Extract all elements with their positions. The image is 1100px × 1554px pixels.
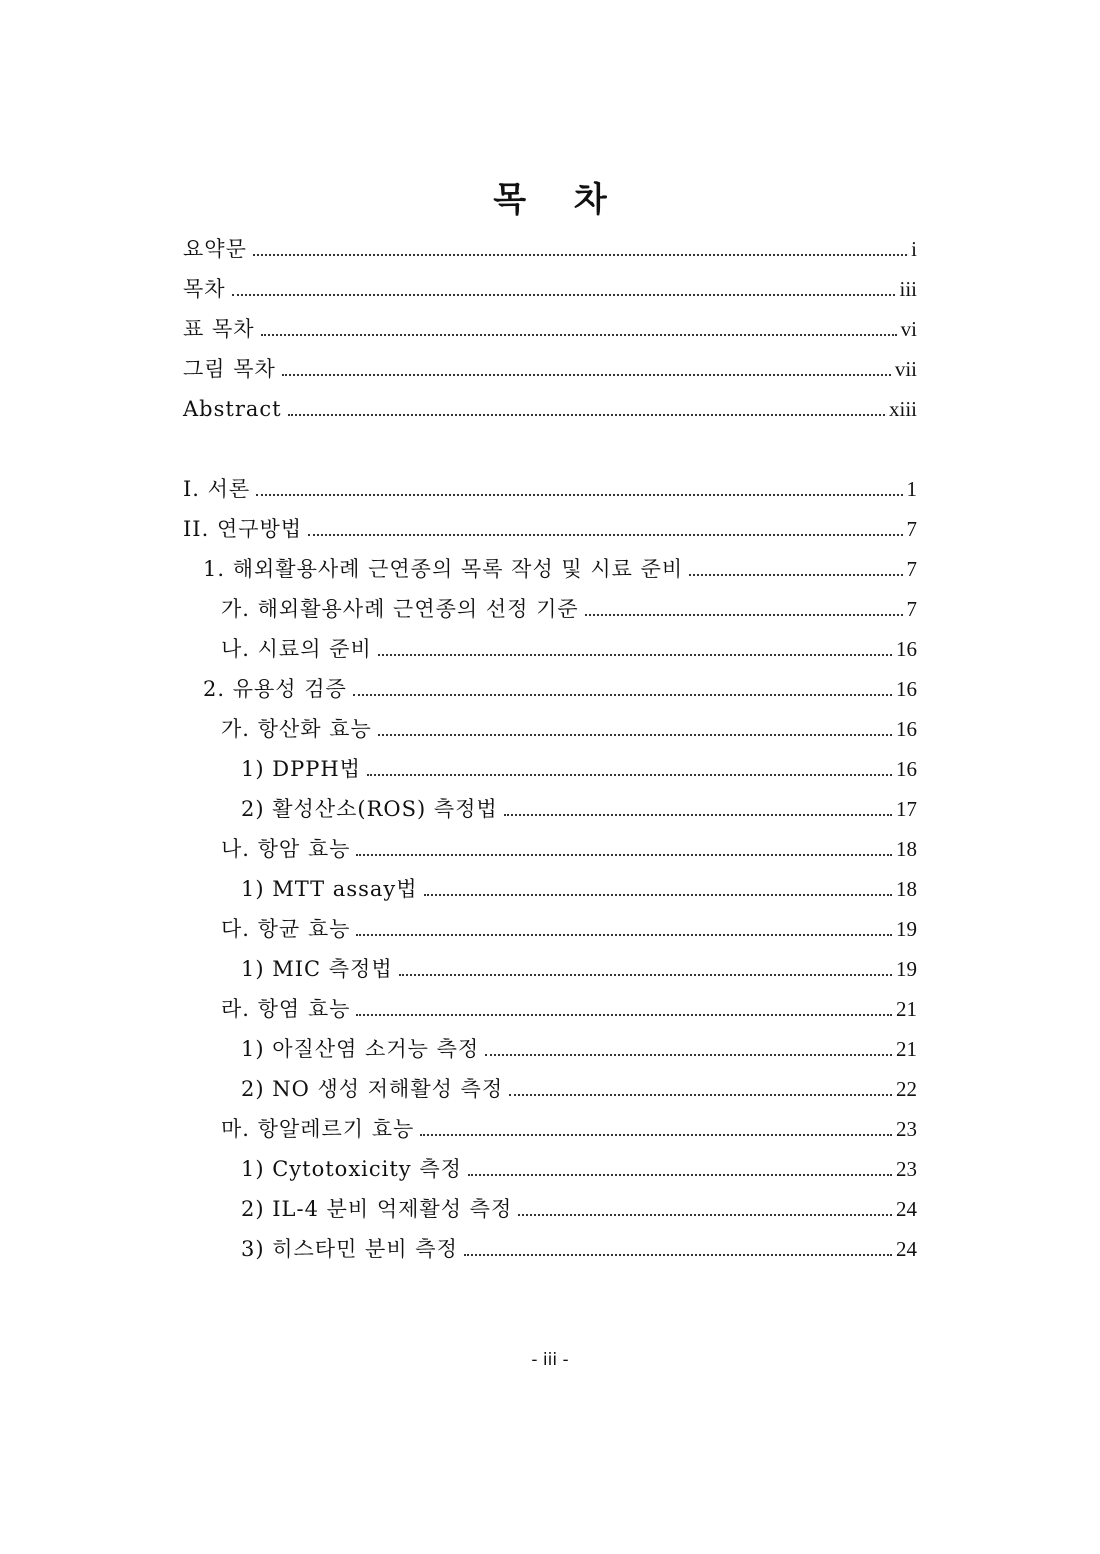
toc-entry-page: 17 [896, 797, 917, 821]
leader-dots [509, 1094, 892, 1096]
toc-entry-page: 22 [896, 1077, 917, 1101]
toc-entry-label: II. 연구방법 [183, 517, 303, 541]
toc-entry[interactable] [183, 462, 917, 502]
toc-entry-label: 라. 항염 효능 [221, 997, 351, 1021]
toc-entry-label: 나. 항암 효능 [221, 837, 351, 861]
toc-entry-label: 2. 유용성 검증 [203, 677, 347, 701]
leader-dots [256, 494, 902, 496]
toc-entry[interactable] [241, 1182, 917, 1222]
page-number: - iii - [531, 1350, 569, 1370]
toc-entry[interactable] [241, 1222, 917, 1262]
toc-entry-page: 16 [896, 677, 917, 701]
leader-dots [424, 894, 892, 896]
toc-entry[interactable] [221, 622, 917, 662]
toc-entry[interactable] [221, 702, 917, 742]
toc-entry-label: 다. 항균 효능 [221, 917, 351, 941]
leader-dots [367, 774, 892, 776]
toc-entry[interactable] [221, 902, 917, 942]
leader-dots [378, 734, 892, 736]
toc-entry-page: i [911, 237, 917, 261]
toc-entry-label: 가. 해외활용사례 근연종의 선정 기준 [221, 597, 579, 621]
toc-entry-page: 16 [896, 717, 917, 741]
toc-entry-page: 16 [896, 637, 917, 661]
toc-entry-page: vi [900, 317, 917, 341]
leader-dots [232, 294, 896, 296]
toc-entry[interactable] [241, 742, 917, 782]
toc-entry[interactable] [241, 862, 917, 902]
toc-entry-page: 7 [906, 597, 917, 621]
toc-entry-label: 가. 항산화 효능 [221, 717, 372, 741]
toc-entry[interactable] [241, 1062, 917, 1102]
toc-entry-page: 24 [896, 1197, 917, 1221]
toc-entry[interactable] [241, 942, 917, 982]
leader-dots [356, 1014, 892, 1016]
toc-entry[interactable] [183, 502, 917, 542]
toc-entry[interactable] [241, 1022, 917, 1062]
leader-dots [356, 854, 892, 856]
toc-entry-label: 마. 항알레르기 효능 [221, 1117, 415, 1141]
toc-entry-label: 1) Cytotoxicity 측정 [241, 1157, 462, 1181]
toc-entry-label: 그림 목차 [183, 357, 276, 381]
toc-entry[interactable] [221, 982, 917, 1022]
toc-entry-label: 1) 아질산염 소거능 측정 [241, 1037, 480, 1061]
leader-dots [585, 614, 903, 616]
leader-dots [378, 654, 892, 656]
toc-entry-page: 21 [896, 1037, 917, 1061]
leader-dots [356, 934, 892, 936]
leader-dots [399, 974, 892, 976]
toc-entry[interactable] [203, 542, 917, 582]
toc-entry-label: 2) NO 생성 저해활성 측정 [241, 1077, 504, 1101]
leader-dots [485, 1054, 892, 1056]
toc-entry[interactable] [241, 782, 917, 822]
toc-entry[interactable] [203, 662, 917, 702]
toc-entry-label: 1) MIC 측정법 [241, 957, 393, 981]
page-title: 목 차 [493, 180, 625, 220]
leader-dots [288, 414, 885, 416]
toc-entry[interactable] [221, 582, 917, 622]
toc-entry-abstract[interactable] [183, 382, 917, 422]
leader-dots [261, 334, 897, 336]
leader-dots [353, 694, 892, 696]
toc-entry-page: 23 [896, 1157, 917, 1181]
toc-entry-label: 1) MTT assay법 [241, 877, 418, 901]
leader-dots [420, 1134, 892, 1136]
leader-dots [468, 1174, 892, 1176]
toc-entry-page: 18 [896, 837, 917, 861]
toc-entry[interactable] [241, 1142, 917, 1182]
leader-dots [308, 534, 902, 536]
toc-entry-page: iii [899, 277, 917, 301]
leader-dots [464, 1254, 892, 1256]
toc-entry-table-list[interactable] [183, 302, 917, 342]
toc-entry-page: 7 [906, 517, 917, 541]
leader-dots [689, 574, 902, 576]
toc-entry-contents[interactable] [183, 262, 917, 302]
toc-entry-label: 2) 활성산소(ROS) 측정법 [241, 797, 498, 821]
toc-entry-label: 목차 [183, 277, 226, 301]
toc-entry-label: 1. 해외활용사례 근연종의 목록 작성 및 시료 준비 [203, 557, 684, 581]
toc-entry-label: 표 목차 [183, 317, 255, 341]
toc-entry-page: 1 [906, 477, 917, 501]
leader-dots [518, 1214, 892, 1216]
toc-entry-page: 24 [896, 1237, 917, 1261]
leader-dots [253, 254, 907, 256]
toc-entry-label: 나. 시료의 준비 [221, 637, 372, 661]
toc-entry-page: 19 [896, 957, 917, 981]
leader-dots [282, 374, 891, 376]
toc-entry-page: vii [894, 357, 917, 381]
toc-entry-figure-list[interactable] [183, 342, 917, 382]
toc-entry-page: 7 [906, 557, 917, 581]
toc-entry-page: 23 [896, 1117, 917, 1141]
toc-entry-page: 18 [896, 877, 917, 901]
toc-entry-label: Abstract [183, 397, 282, 421]
toc-entry-summary[interactable] [183, 222, 917, 262]
toc-entry-page: 21 [896, 997, 917, 1021]
toc-entry-label: 1) DPPH법 [241, 757, 361, 781]
toc-entry-label: 2) IL-4 분비 억제활성 측정 [241, 1197, 513, 1221]
toc-entry[interactable] [221, 822, 917, 862]
toc-entry-label: 요약문 [183, 237, 247, 261]
toc-entry-page: 16 [896, 757, 917, 781]
leader-dots [504, 814, 892, 816]
toc-entry-label: I. 서론 [183, 477, 251, 501]
toc-entry-page: xiii [888, 397, 917, 421]
toc-entry-label: 3) 히스타민 분비 측정 [241, 1237, 458, 1261]
toc-entry[interactable] [221, 1102, 917, 1142]
toc-entry-page: 19 [896, 917, 917, 941]
